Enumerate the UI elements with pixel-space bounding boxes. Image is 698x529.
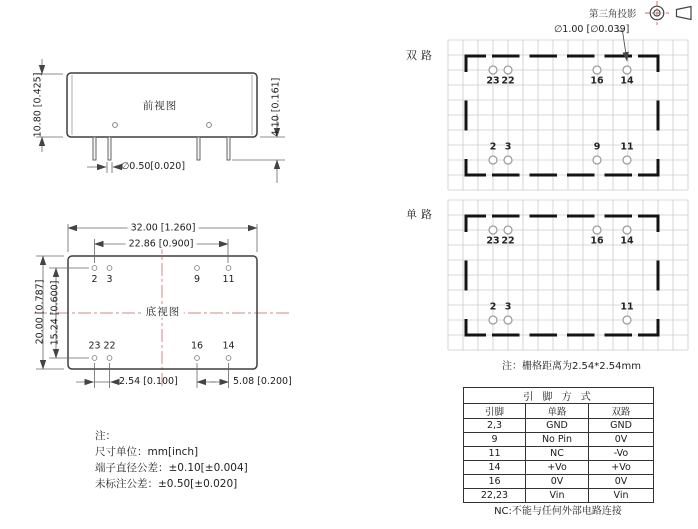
front-view-pins (93, 137, 230, 160)
layout-pin (623, 226, 631, 234)
pin-table-row (464, 475, 654, 489)
bottom-view-pin-number: 16 (190, 340, 204, 352)
single-layout-label: 单路 (406, 208, 436, 221)
layout-pin (489, 316, 497, 324)
front-pin (93, 137, 96, 160)
bottom-view-pin (226, 356, 231, 361)
pin-table-cell: GND (526, 419, 589, 433)
layout-pin (623, 66, 631, 74)
bottom-view-pin (195, 356, 200, 361)
bottom-view-pin-number: 23 (88, 340, 101, 352)
layout-pin-number: 23 (486, 75, 500, 87)
layout-pin (623, 316, 631, 324)
pin-table-header-dual: 双路 (589, 404, 654, 419)
bottom-view-pin-number: 11 (222, 274, 235, 285)
layout-pin-number: 11 (620, 141, 634, 153)
tolerance-notes (95, 428, 248, 492)
bottom-view-pin (92, 266, 97, 271)
pin-table-cell: NC (526, 447, 589, 461)
bottom-view-pin-number: 9 (193, 274, 201, 285)
layout-pin-number: 14 (620, 235, 634, 247)
body-width-dim-label: 32.00 [1.260] (128, 223, 199, 233)
pin-table-cell: GND (589, 419, 654, 433)
front-pin-diameter-dim-label: ∅0.50[0.020] (121, 161, 186, 172)
pin-table-row (464, 447, 654, 461)
pin-function-table (463, 387, 654, 503)
pin-table-cell: 0V (589, 433, 654, 447)
note-line: 注： (95, 430, 116, 442)
layout-pin (623, 156, 631, 164)
bottom-view-pin (226, 266, 231, 271)
layout-pin-number: 2 (489, 141, 497, 153)
layout-pin (504, 226, 512, 234)
pin-table-title: 引 脚 方 式 (464, 388, 654, 404)
note-line: 端子直径公差：±0.10[±0.004] (95, 462, 248, 474)
layout-pin (504, 316, 512, 324)
pin-table-cell: 2,3 (464, 419, 526, 433)
projection-cone-icon (677, 7, 692, 20)
third-angle-projection-symbol (645, 1, 691, 25)
pitch-small-dim-label: 2.54 [0.100] (119, 376, 178, 387)
pin-table-cell: +Vo (526, 461, 589, 475)
row-span-dim-label: 15.24 [0.600] (49, 280, 61, 346)
pin-table-cell: No Pin (526, 433, 589, 447)
note-line: 尺寸单位：mm[inch] (95, 446, 199, 458)
pin-table-cell: 11 (464, 447, 526, 461)
bottom-view-pin-number: 22 (103, 340, 116, 352)
layout-pin-number: 22 (501, 75, 515, 87)
bottom-view-pin-number: 14 (222, 340, 235, 352)
pin-table-row (464, 489, 654, 503)
layout-pin-number: 23 (486, 235, 500, 247)
layout-pin-number: 3 (504, 301, 512, 313)
pin-table-cell: 22,23 (464, 489, 526, 503)
single-layout-grid (448, 200, 688, 350)
layout-pin-diameter-label: ∅1.00 [∅0.039] (554, 24, 630, 35)
pin-span-dim-label: 22.86 [0.900] (126, 239, 197, 249)
layout-pin-number: 16 (590, 235, 604, 247)
layout-pin-number: 3 (504, 141, 512, 153)
note-line: 未标注公差：±0.50[±0.020] (95, 478, 238, 490)
pin-table-row (464, 433, 654, 447)
pin-table-cell: +Vo (589, 461, 654, 475)
front-pin-length-dim-label: 4.10 [0.161] (270, 77, 282, 137)
bottom-view-pin-number: 2 (91, 274, 98, 285)
bottom-view-label: 底视图 (143, 307, 184, 318)
layout-pin (489, 66, 497, 74)
third-angle-projection-label: 第三角投影 (589, 9, 637, 20)
layout-pin (504, 156, 512, 164)
layout-pin (593, 66, 601, 74)
pin-table-row (464, 419, 654, 433)
pin-table-cell: 0V (589, 475, 654, 489)
layout-pin (489, 226, 497, 234)
grid-pitch-note: 注：栅格距离为2.54*2.54mm (502, 361, 642, 372)
bottom-view-pin (107, 266, 112, 271)
layout-pin-number: 22 (501, 235, 515, 247)
pin-table-cell: Vin (526, 489, 589, 503)
layout-pin-number: 16 (590, 75, 604, 87)
dual-layout-label: 双路 (406, 49, 436, 62)
layout-pin (593, 156, 601, 164)
bottom-view-pin (195, 266, 200, 271)
bottom-view-pin-number: 3 (106, 274, 113, 285)
front-height-dim-label: 10.80 [0.425] (32, 72, 44, 138)
pitch-large-dim-label: 5.08 [0.200] (233, 376, 292, 387)
layout-pin (489, 156, 497, 164)
pin-table-cell: Vin (589, 489, 654, 503)
layout-pin (504, 66, 512, 74)
dual-layout-grid (448, 40, 688, 190)
pin-table-cell: 16 (464, 475, 526, 489)
front-pin (227, 137, 230, 160)
nc-footnote: NC:不能与任何外部电路连接 (494, 506, 622, 517)
pin-table-cell: 9 (464, 433, 526, 447)
layout-pin-number: 2 (489, 301, 497, 313)
pin-table-header-pin: 引脚 (464, 404, 526, 419)
pin-table-cell: 0V (526, 475, 589, 489)
layout-pin-number: 14 (620, 75, 634, 87)
layout-pin (593, 226, 601, 234)
layout-pin-number: 11 (620, 301, 634, 313)
pin-table-row (464, 461, 654, 475)
front-view-label: 前视图 (142, 99, 178, 112)
pin-table-cell: -Vo (589, 447, 654, 461)
bottom-view-pin (92, 356, 97, 361)
bottom-view-pin (107, 356, 112, 361)
pin-table-cell: 14 (464, 461, 526, 475)
front-pin (197, 137, 200, 160)
front-pin (108, 137, 111, 160)
body-depth-dim-label: 20.00 [0.787] (34, 279, 46, 345)
layout-pin-number: 9 (593, 141, 601, 153)
pin-table-header-single: 单路 (526, 404, 589, 419)
